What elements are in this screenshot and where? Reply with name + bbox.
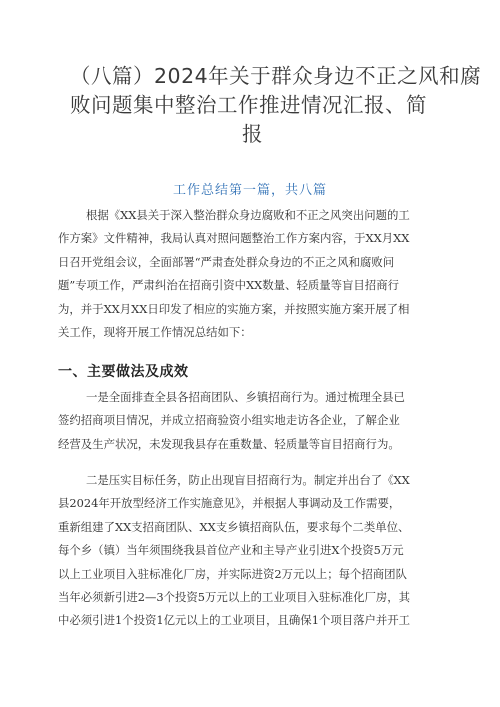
paragraph-line: 一是全面排查全县各招商团队、乡镇招商行为。通过梳理全县已 <box>86 390 405 404</box>
paragraph-line: 经营及生产状况，未发现我县存在重数量、轻质量等盲目招商行为。 <box>58 436 400 451</box>
title-line-2: 败问题集中整治工作推进情况汇报、简 <box>70 93 427 117</box>
paragraph-line: 日召开党组会议，全面部署“严肃查处群众身边的不正之风和腐败问 <box>58 254 395 269</box>
paragraph-line: 以上工业项目入驻标准化厂房，并实际进资2万元以上；每个招商团队 <box>58 566 407 581</box>
paragraph-line: 为，并于XX月XX日印发了相应的实施方案，并按照实施方案开展了相 <box>58 301 410 316</box>
intro-paragraph <box>58 204 444 344</box>
first-measure-paragraph <box>58 386 444 456</box>
title-line-1: （八篇）2024年关于群众身边不正之风和腐 <box>70 64 482 88</box>
paragraph-line: 签约招商项目情况，并成立招商验资小组实地走访各企业，了解企业 <box>58 413 400 428</box>
paragraph-line: 二是压实目标任务，防止出现盲目招商行为。制定并出台了《XX <box>86 473 410 487</box>
paragraph-line: 作方案》文件精神，我局认真对照问题整治工作方案内容，于XX月XX <box>58 231 410 246</box>
paragraph-line: 当年必须新引进2—3个投资5万元以上的工业项目入驻标准化厂房，其 <box>58 590 411 605</box>
document-subtitle: 工作总结第一篇，共八篇 <box>172 183 327 198</box>
paragraph-line: 县2024年开放型经济工作实施意见》，并根据人事调动及工作需要， <box>58 496 401 511</box>
title-line-3: 报 <box>242 122 263 146</box>
paragraph-line: 重新组建了XX支招商团队、XX支乡镇招商队伍，要求每个二类单位、 <box>58 519 410 534</box>
paragraph-line: 题”专项工作，严肃纠治在招商引资中XX数量、轻质量等盲目招商行 <box>58 278 399 293</box>
document-title <box>70 62 482 149</box>
paragraph-line: 关工作，现将开展工作情况总结如下： <box>58 325 252 340</box>
paragraph-line: 根据《XX县关于深入整治群众身边腐败和不正之风突出问题的工 <box>86 208 410 222</box>
section-heading: 一、主要做法及成效 <box>58 364 189 380</box>
paragraph-line: 每个乡（镇）当年须围绕我县首位产业和主导产业引进X个投资5万元 <box>58 543 404 558</box>
paragraph-line: 中必须引进1个投资1亿元以上的工业项目，且确保1个项目落户并开工 <box>58 613 411 628</box>
second-measure-paragraph <box>58 469 444 633</box>
